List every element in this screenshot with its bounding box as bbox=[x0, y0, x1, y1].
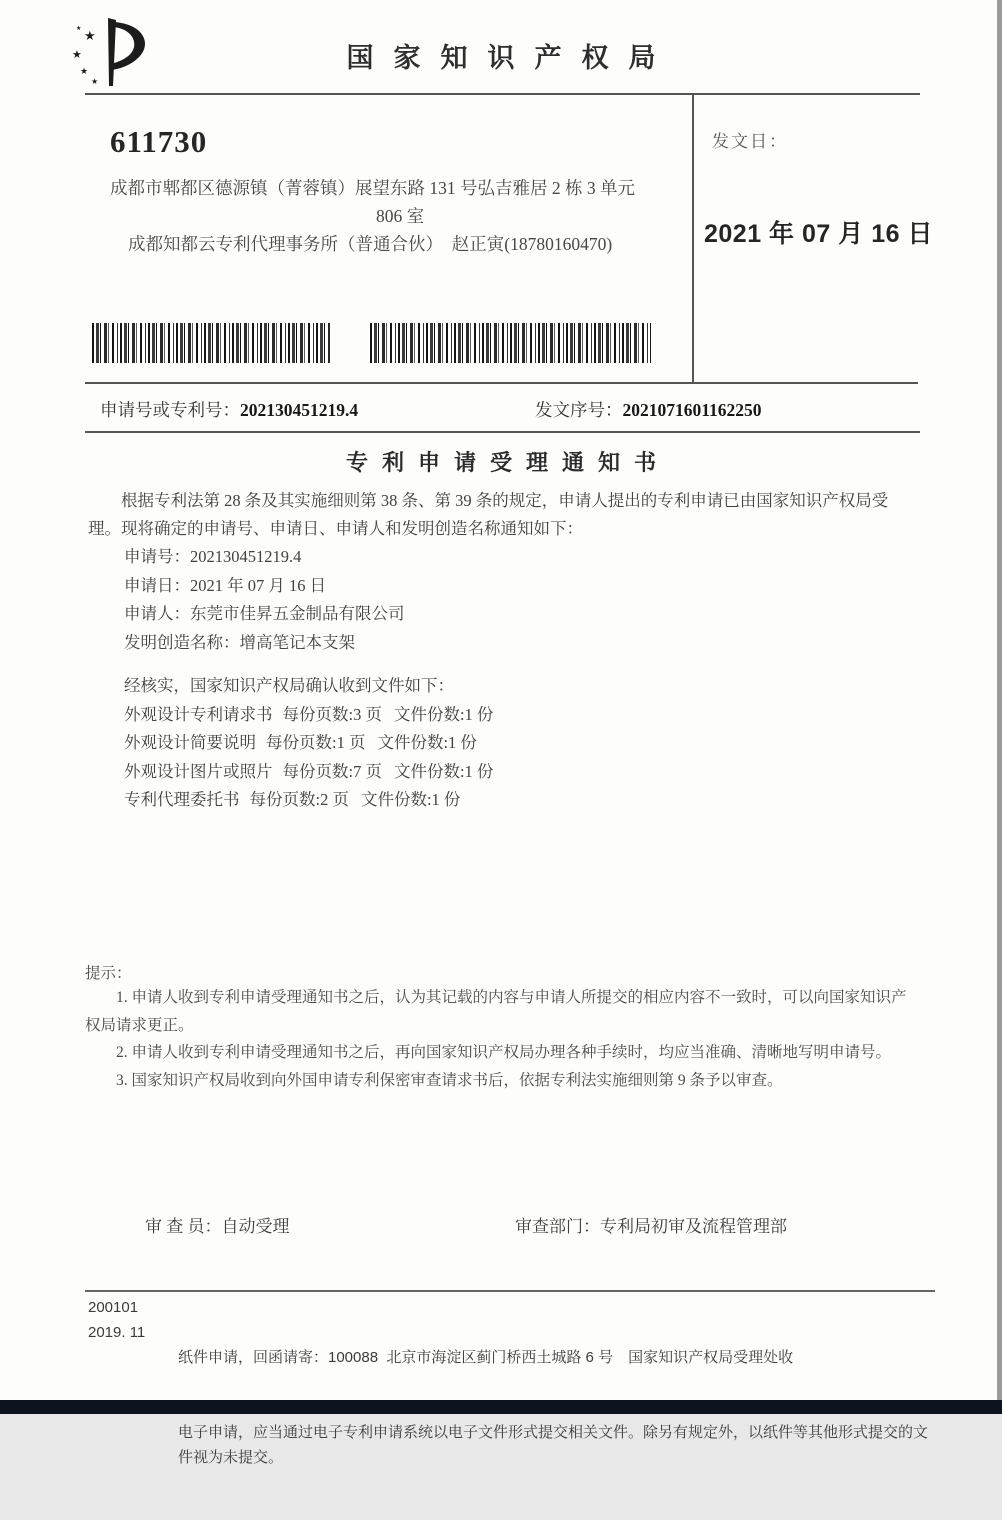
field-application-number: 申请号：202130451219.4 bbox=[124, 547, 302, 566]
tips-heading: 提示： bbox=[85, 965, 132, 982]
divider-below-numbers bbox=[85, 431, 920, 433]
received-file-row: 外观设计专利请求书 每份页数:3 页 文件份数:1 份 bbox=[124, 704, 494, 724]
svg-text:★: ★ bbox=[91, 77, 99, 86]
svg-text:★: ★ bbox=[80, 66, 89, 76]
tips-list bbox=[85, 984, 921, 1094]
svg-text:★: ★ bbox=[84, 28, 96, 43]
received-file-row: 外观设计图片或照片 每份页数:7 页 文件份数:1 份 bbox=[124, 761, 494, 781]
tip-item-2: 2. 申请人收到专利申请受理通知书之后，再向国家知识产权局办理各种手续时，均应当准确、清晰地写明申请号。 bbox=[116, 1044, 892, 1061]
footer-efiling-line: 电子申请，应当通过电子专利申请系统以电子文件形式提交相关文件。除另有规定外，以纸件等其他形式提交的文件视为未提交。 bbox=[178, 1424, 929, 1466]
field-application-date: 申请日：2021 年 07 月 16 日 bbox=[124, 575, 327, 595]
examiner-value: 自动受理 bbox=[221, 1217, 290, 1236]
tip-item-3: 3. 国家知识产权局收到向外国申请专利保密审查请求书后，依据专利法实施细则第 9 条予以审查。 bbox=[116, 1071, 783, 1089]
dispatch-date-label: 发文日： bbox=[712, 132, 788, 151]
serial-number-value: 2021071601162250 bbox=[622, 400, 762, 420]
footer-code-2: 2019. 11 bbox=[88, 1324, 146, 1341]
svg-text:★: ★ bbox=[72, 49, 82, 61]
agency-line: 成都知都云专利代理事务所（普通合伙） 赵正寅(18780160470) bbox=[128, 234, 613, 254]
scan-edge-bottom bbox=[0, 1400, 1002, 1414]
scan-edge-right bbox=[997, 0, 1002, 1414]
received-file-row: 外观设计简要说明 每份页数:1 页 文件份数:1 份 bbox=[124, 733, 477, 752]
field-invention-name: 发明创造名称：增高笔记本支架 bbox=[124, 632, 355, 652]
recipient-address-block bbox=[110, 124, 690, 258]
signoff-row bbox=[145, 1212, 925, 1237]
svg-text:★: ★ bbox=[76, 26, 82, 32]
department-label: 审查部门： bbox=[515, 1217, 600, 1236]
application-fields bbox=[124, 543, 405, 657]
divider-footer bbox=[85, 1290, 935, 1292]
address-line-2: 806 室 bbox=[375, 206, 425, 226]
examiner-label: 审 查 员： bbox=[145, 1217, 222, 1236]
numbers-row bbox=[100, 397, 960, 422]
footer-code-1: 200101 bbox=[88, 1299, 139, 1316]
department-value: 专利局初审及流程管理部 bbox=[600, 1217, 787, 1236]
serial-number-label: 发文序号： bbox=[535, 400, 623, 420]
notice-title: 专利申请受理通知书 bbox=[345, 450, 670, 475]
divider-above-numbers bbox=[85, 382, 918, 384]
dispatch-box-border bbox=[692, 93, 694, 382]
postal-code: 611730 bbox=[110, 124, 208, 159]
field-applicant: 申请人：东莞市佳昇五金制品有限公司 bbox=[124, 604, 405, 623]
tip-item-1: 1. 申请人收到专利申请受理通知书之后，认为其记载的内容与申请人所提交的相应内容不一致时，可以向国家知识产权局请求更正。 bbox=[85, 989, 907, 1034]
footer-paper-line: 纸件申请，回函请寄：100088 北京市海淀区蓟门桥西土城路 6 号 国家知识产权局受理处收 bbox=[178, 1349, 794, 1366]
address-line-1: 成都市郫都区德源镇（菁蓉镇）展望东路 131 号弘吉雅居 2 栋 3 单元 bbox=[110, 178, 635, 198]
received-intro: 经核实，国家知识产权局确认收到文件如下： bbox=[124, 676, 454, 695]
divider-top bbox=[85, 93, 920, 95]
received-file-row: 专利代理委托书 每份页数:2 页 文件份数:1 份 bbox=[124, 790, 461, 809]
application-number-label: 申请号或专利号： bbox=[100, 400, 240, 420]
application-number-value: 202130451219.4 bbox=[240, 400, 359, 420]
org-title: 国家知识产权局 bbox=[346, 43, 676, 73]
barcode-right bbox=[370, 323, 651, 363]
barcode-left bbox=[92, 323, 330, 363]
notice-intro: 根据专利法第 28 条及其实施细则第 38 条、第 39 条的规定，申请人提出的专利申请已由国家知识产权局受理。现将确定的申请号、申请日、申请人和发明创造名称通知如下： bbox=[88, 491, 889, 538]
received-files-section bbox=[124, 672, 493, 815]
dispatch-date-value: 2021 年 07 月 16 日 bbox=[704, 220, 933, 248]
